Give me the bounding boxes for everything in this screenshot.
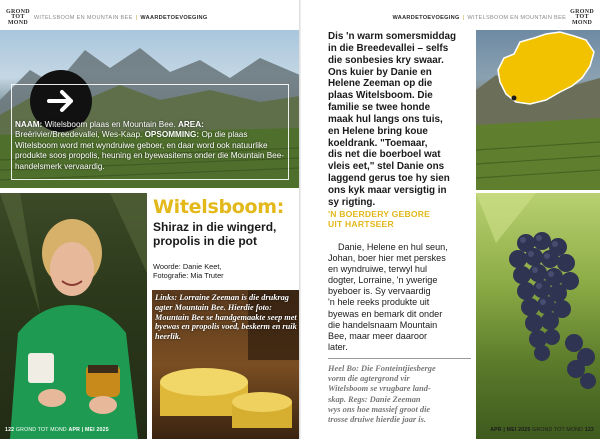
grape-cluster-illustration [476, 193, 600, 439]
portrait-photo-lorraine [0, 193, 147, 439]
article-title: Witelsboom: [153, 196, 285, 218]
left-folio: 122 GROND TOT MOND APR | MEI 2025 [5, 427, 109, 433]
fact-box-text: NAAM: Witelsboom plaas en Mountain Bee. AREA: Breërivier/Breedevallei, Wes-Kaap. OPSOMMING: Op die plaas Witelsboom word met wyndruiwe geboer, en daar word ook natuurlike produkte soos propolis, heuning en byewasitems onder die Mountain Bee-handelsmerk vervaardig. [15, 120, 284, 171]
right-running-header: WAARDETOEVOEGING | WITELSBOOM EN MOUNTAIN BEE GROND TOT MOND [392, 8, 594, 26]
header-section: WITELSBOOM EN MOUNTAIN BEE [467, 15, 567, 21]
header-category: WAARDETOEVOEGING [140, 15, 208, 21]
header-category: WAARDETOEVOEGING [392, 15, 460, 21]
right-page [300, 0, 600, 439]
soap-photo-caption: Links: Lorraine Zeeman is die drukrag agter Mountain Bee. Hierdie foto: Mountain Bee se handgemaakte seep met byewas en propolis voed, beskerm en ruik heerlik. [155, 293, 297, 342]
byline-photos: Fotografie: Mia Truter [153, 271, 224, 281]
photo-caption: Heel Bo: Die Fonteintjiesberge vorm die agtergrond vir Witelsboom se vrugbare land- skap. Regs: Danie Zeeman wys ons hoe massief groot die trosse druiwe hierdie jaar is. [328, 364, 436, 425]
byline [153, 262, 298, 281]
mountain-valley-photo [476, 30, 600, 190]
article-subtitle: Shiraz in die wingerd, propolis in die pot [153, 220, 277, 248]
byline-words: Woorde: Danie Keet, [153, 262, 222, 271]
body-paragraph: Danie, Helene en hul seun, Johan, boer hier met perskes en wyndruiwe, terwyl hul dogter, Lorraine, 'n ywerige byeboer is. Sy vervaardig 'n hele reeks produkte uit byewas en bemark dit onder die handelsnaam Mountain Bee, maar meer daaroor later. [328, 242, 448, 352]
grapes-photo [476, 193, 600, 439]
header-section: WITELSBOOM EN MOUNTAIN BEE [33, 15, 133, 21]
magazine-logo: GROND TOT MOND [6, 8, 30, 26]
magazine-logo: GROND TOT MOND [570, 8, 594, 26]
woman-with-products-illustration [0, 193, 147, 439]
lead-paragraph: Dis 'n warm somersmiddag in die Breedevallei – selfs die sonbesies kry swaar. Ons kuier by Danie en Helene Zeeman op die plaas Witelsboom. Die familie se twee honde maak hul langs ons tuis, en Helene bring koue koeldrank. "Toemaar, dis net die boerboel wat vleis eet," stel Danie ons laggend gerus toe hy sien ons kyk maar versigtig in sy rigting. [328, 31, 457, 208]
south-africa-map-icon [490, 30, 600, 118]
caption-divider [328, 358, 471, 359]
right-folio: APR | MEI 2025 GROND TOT MOND 123 [490, 427, 594, 433]
left-running-header: GROND TOT MOND WITELSBOOM EN MOUNTAIN BEE | WAARDETOEVOEGING [6, 8, 208, 26]
section-subheading: 'N BOERDERY GEBORE UIT HARTSEER [328, 209, 431, 230]
